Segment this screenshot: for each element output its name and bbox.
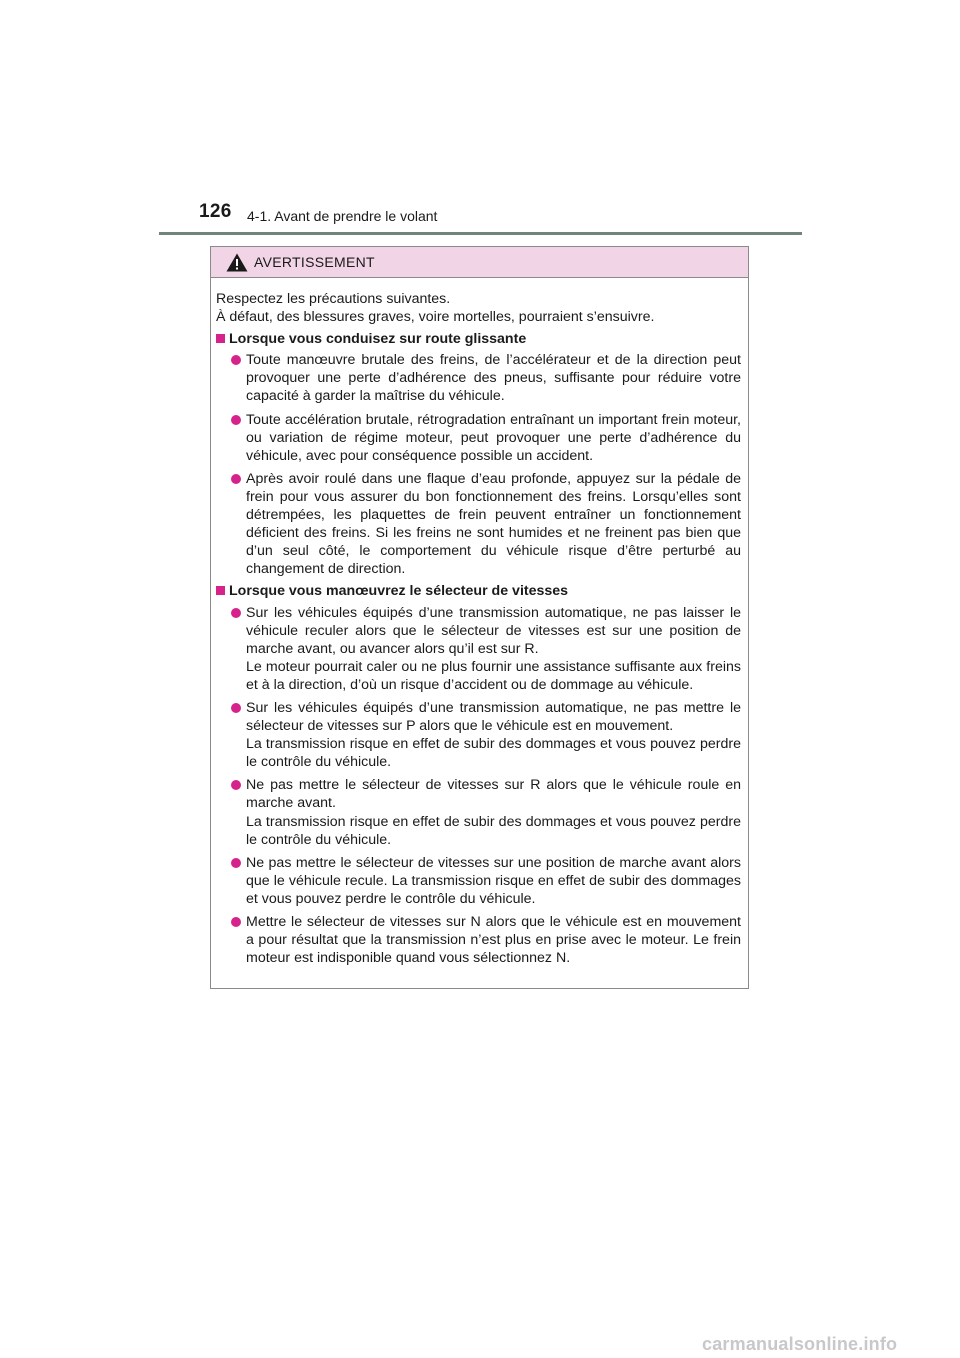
list-item xyxy=(216,470,741,579)
circle-bullet-icon xyxy=(231,780,241,790)
list-item xyxy=(216,604,741,694)
list-item xyxy=(216,913,741,967)
warning-title: AVERTISSEMENT xyxy=(254,254,375,270)
list-item-text: Ne pas mettre le sélecteur de vitesses sur R alors que le véhicule roule en marche avant. xyxy=(246,777,741,812)
list-item-text: Sur les véhicules équipés d’une transmission automatique, ne pas mettre le sélecteur de vitesses sur P alors que le véhicule est en mouvement. xyxy=(246,699,741,735)
square-bullet-icon xyxy=(216,586,225,595)
list-item xyxy=(216,699,741,771)
list-item xyxy=(216,411,741,465)
list-item-text: Toute accélération brutale, rétrogradation entraînant un important frein moteur, ou variation de régime moteur, peut provoquer une perte d’adhérence du véhicule, avec pour conséquence possible un accident. xyxy=(246,411,741,464)
warning-body xyxy=(211,278,748,967)
list-item xyxy=(216,351,741,405)
circle-bullet-icon xyxy=(231,703,241,713)
warning-triangle-icon xyxy=(226,253,248,272)
intro-line: À défaut, des blessures graves, voire mortelles, pourraient s’ensuivre. xyxy=(216,309,655,326)
watermark: carmanualsonline.info xyxy=(702,1334,898,1354)
group-heading-text: Lorsque vous conduisez sur route glissante xyxy=(229,331,527,348)
circle-bullet-icon xyxy=(231,608,241,618)
circle-bullet-icon xyxy=(231,858,241,868)
circle-bullet-icon xyxy=(231,355,241,365)
header-rule xyxy=(159,232,802,235)
warning-box xyxy=(210,246,749,989)
list-item-text: La transmission risque en effet de subir des dommages et vous pouvez perdre le contrôle du véhicule. xyxy=(246,813,741,848)
warning-intro xyxy=(216,290,741,326)
circle-bullet-icon xyxy=(231,415,241,425)
list-item-text: Mettre le sélecteur de vitesses sur N alors que le véhicule est en mouvement a pour résultat que la transmission n’est plus en prise avec le moteur. Le frein moteur est indisponible quand vous sélectionnez N. xyxy=(246,914,741,967)
section-title: 4-1. Avant de prendre le volant xyxy=(247,208,438,224)
group-heading xyxy=(216,330,741,348)
group-heading xyxy=(216,582,741,600)
list-item-text: Après avoir roulé dans une flaque d’eau profonde, appuyez sur la pédale de frein pour vous assurer du bon fonctionnement des freins. Lorsqu’elles sont détrempées, les plaquettes de frein peuvent entraîner un fonctionnement déficient des freins. Si les freins ne sont humides et ne freinent pas bien que d’un seul côté, le comportement du véhicule risque d’être perturbé au changement de direction. xyxy=(246,470,741,578)
list-item-text: Toute manœuvre brutale des freins, de l’accélérateur et de la direction peut provoquer une perte d’adhérence des pneus, suffisante pour réduire votre capacité à garder la maîtrise du véhicule. xyxy=(246,352,741,405)
list-item-text: La transmission risque en effet de subir des dommages et vous pouvez perdre le contrôle du véhicule. xyxy=(246,736,741,771)
list-item xyxy=(216,776,741,848)
list-item-text: Sur les véhicules équipés d’une transmission automatique, ne pas laisser le véhicule reculer alors que le sélecteur de vitesses est sur une position de marche avant, ou avancer alors qu’il est sur R. xyxy=(246,604,741,657)
warning-groups xyxy=(216,330,741,967)
square-bullet-icon xyxy=(216,334,225,343)
list-item-text: Ne pas mettre le sélecteur de vitesses sur une position de marche avant alors que le véhicule recule. La transmission risque en effet de subir des dommages et vous pouvez perdre le contrôle du véhicule. xyxy=(246,854,741,907)
page-number: 126 xyxy=(199,201,232,222)
list-item-text: Le moteur pourrait caler ou ne plus fournir une assistance suffisante aux freins et à la direction, d’où un risque d’accident ou de dommage au véhicule. xyxy=(246,658,741,693)
circle-bullet-icon xyxy=(231,474,241,484)
list-item xyxy=(216,854,741,908)
circle-bullet-icon xyxy=(231,917,241,927)
group-heading-text: Lorsque vous manœuvrez le sélecteur de vitesses xyxy=(229,583,569,600)
intro-line: Respectez les précautions suivantes. xyxy=(216,291,451,307)
warning-header xyxy=(211,247,748,278)
